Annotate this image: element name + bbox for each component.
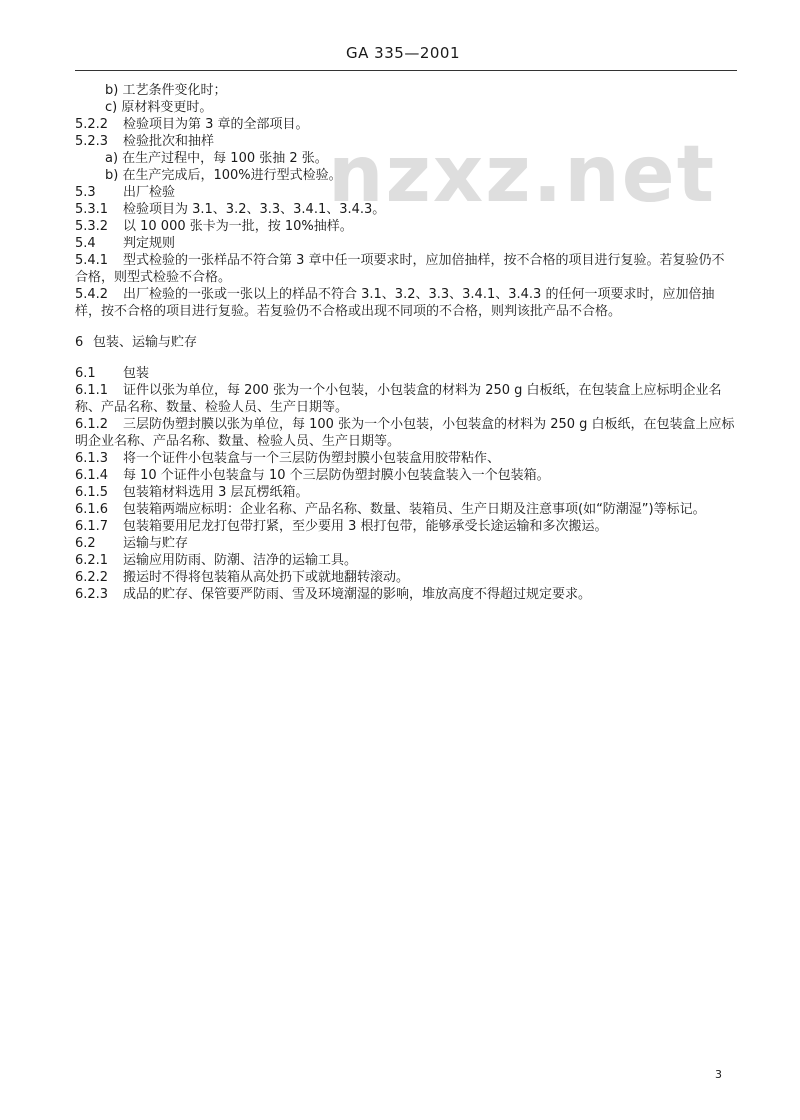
clause: 5.3.1 检验项目为 3.1、3.2、3.3、3.4.1、3.4.3。	[75, 202, 386, 217]
list-item: c) 原材料变更时。	[105, 100, 213, 115]
clause-heading: 6.2 运输与贮存	[75, 536, 189, 551]
clause: 6.2.2 搬运时不得将包装箱从高处扔下或就地翻转滚动。	[75, 570, 410, 585]
page-number: 3	[715, 1068, 722, 1081]
clause: 6.1.5 包装箱材料选用 3 层瓦楞纸箱。	[75, 485, 309, 500]
clause: 5.4.2 出厂检验的一张或一张以上的样品不符合 3.1、3.2、3.3、3.4.1、3.4.3 的任何一项要求时，应加倍抽样，按不合格的项目进行复验。若复验仍不合格或出现不同项的不合格，则判该批产品不合格。	[75, 287, 715, 319]
clause: 5.2.3 检验批次和抽样	[75, 134, 215, 149]
clause: 6.1.1 证件以张为单位，每 200 张为一个小包装，小包装盒的材料为 250 g 白板纸，在包装盒上应标明企业名称、产品名称、数量、检验人员、生产日期等。	[75, 383, 722, 415]
clause: 6.1.3 将一个证件小包装盒与一个三层防伪塑封膜小包装盒用胶带粘作、	[75, 451, 501, 466]
clause: 6.1.2 三层防伪塑封膜以张为单位，每 100 张为一个小包装，小包装盒的材料为 250 g 白板纸，在包装盒上应标明企业名称、产品名称、数量、检验人员、生产日期等。	[75, 417, 735, 449]
watermark: nzxz.net	[328, 130, 716, 220]
clause-heading: 5.4 判定规则	[75, 236, 176, 251]
clause: 6.1.6 包装箱两端应标明：企业名称、产品名称、数量、装箱员、生产日期及注意事项(如“防潮湿”)等标记。	[75, 502, 706, 517]
clause: 6.1.4 每 10 个证件小包装盒与 10 个三层防伪塑封膜小包装盒装入一个包装箱。	[75, 468, 550, 483]
standard-code-header: GA 335—2001	[346, 44, 460, 62]
list-item: a) 在生产过程中，每 100 张抽 2 张。	[105, 151, 328, 166]
clause-heading: 6.1 包装	[75, 366, 150, 381]
header-rule	[75, 70, 737, 71]
document-body	[75, 82, 737, 603]
list-item: b) 在生产完成后，100%进行型式检验。	[105, 168, 342, 183]
clause: 5.2.2 检验项目为第 3 章的全部项目。	[75, 117, 309, 132]
section-heading: 6 包装、运输与贮存	[75, 335, 198, 350]
clause: 6.2.3 成品的贮存、保管要严防雨、雪及环境潮湿的影响，堆放高度不得超过规定要求。	[75, 587, 592, 602]
clause: 6.2.1 运输应用防雨、防潮、洁净的运输工具。	[75, 553, 358, 568]
list-item: b) 工艺条件变化时；	[105, 83, 227, 98]
clause: 5.4.1 型式检验的一张样品不符合第 3 章中任一项要求时，应加倍抽样，按不合格的项目进行复验。若复验仍不合格，则型式检验不合格。	[75, 253, 725, 285]
clause: 6.1.7 包装箱要用尼龙打包带打紧，至少要用 3 根打包带，能够承受长途运输和多次搬运。	[75, 519, 608, 534]
clause: 5.3.2 以 10 000 张卡为一批，按 10%抽样。	[75, 219, 353, 234]
clause-heading: 5.3 出厂检验	[75, 185, 176, 200]
